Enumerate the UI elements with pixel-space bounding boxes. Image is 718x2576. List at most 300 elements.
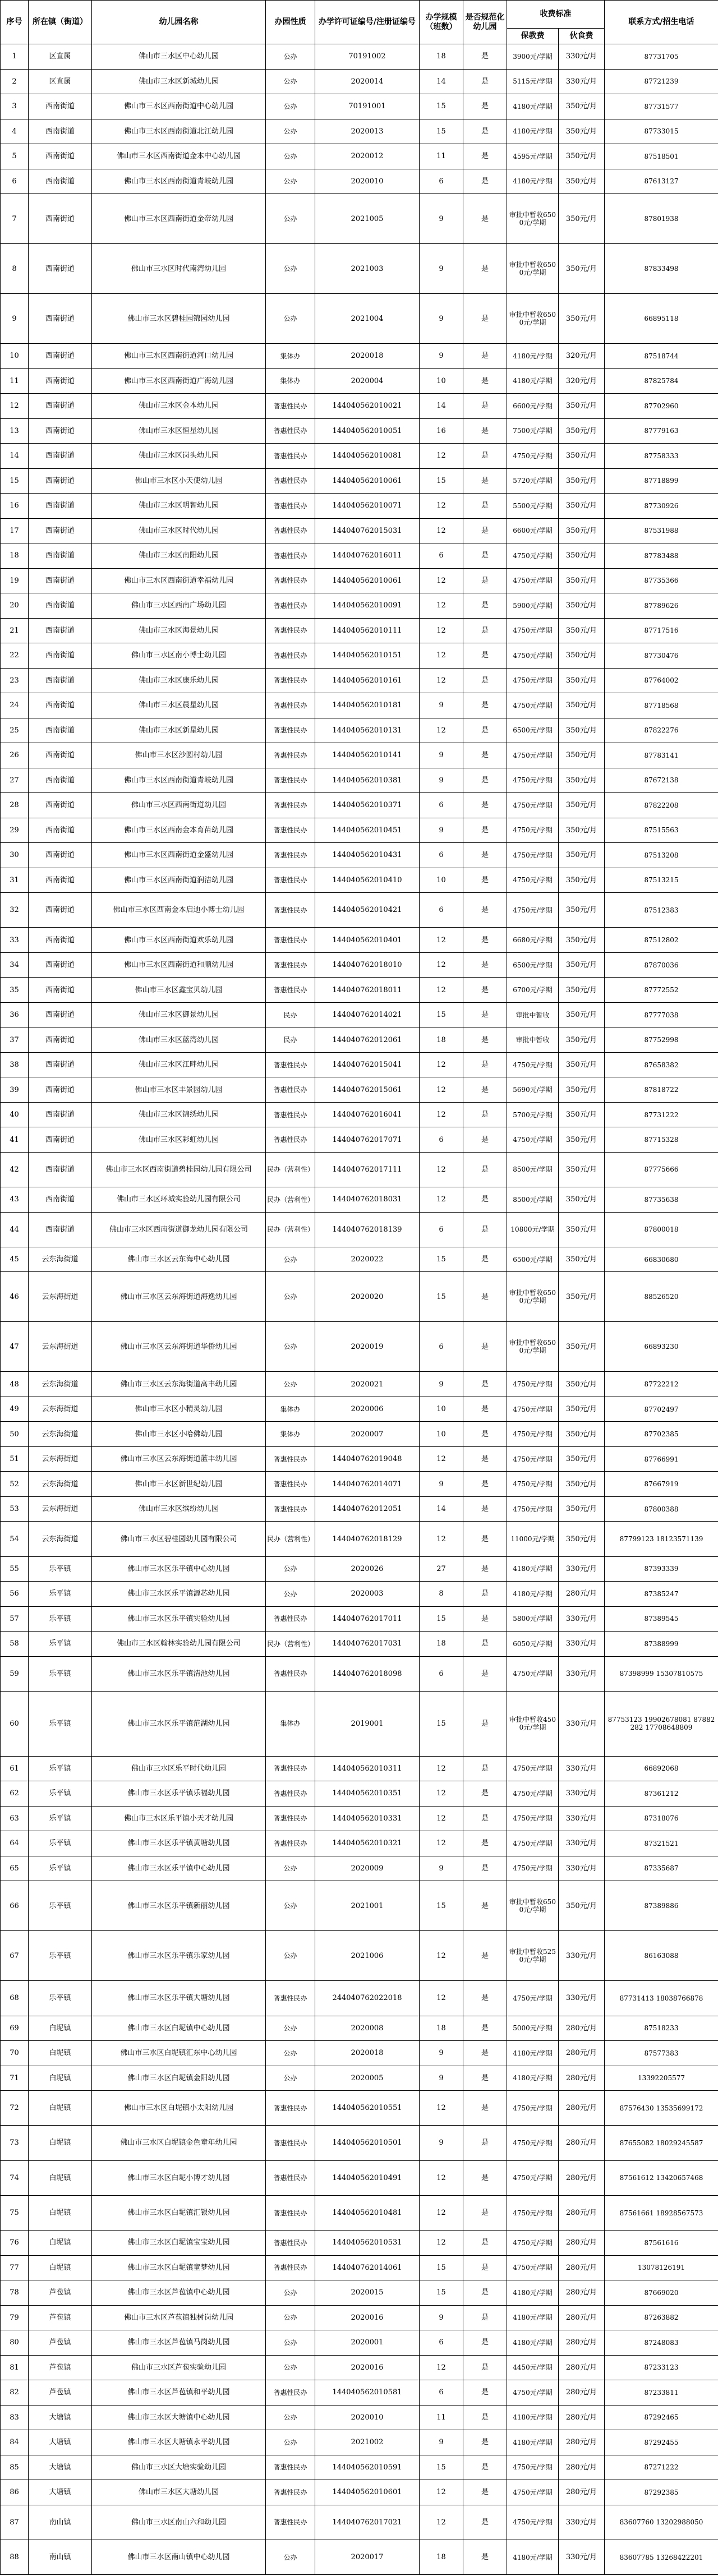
inclusive-cell: 是 bbox=[463, 1656, 507, 1691]
meal-cell: 350元/月 bbox=[559, 743, 605, 768]
meal-cell: 280元/月 bbox=[559, 2160, 605, 2195]
seq-cell: 64 bbox=[1, 1831, 29, 1856]
tuition-cell: 4750元/学期 bbox=[507, 643, 559, 669]
town-cell: 区直属 bbox=[29, 69, 92, 94]
scale-cell: 12 bbox=[420, 718, 463, 743]
table-row bbox=[1, 94, 718, 119]
meal-cell: 350元/月 bbox=[559, 119, 605, 144]
town-cell: 白坭镇 bbox=[29, 2066, 92, 2091]
tuition-cell: 4750元/学期 bbox=[507, 743, 559, 768]
meal-cell: 330元/月 bbox=[559, 44, 605, 70]
license-cell: 2020005 bbox=[315, 2066, 420, 2091]
phone-cell: 87318076 bbox=[605, 1806, 718, 1831]
meal-cell: 280元/月 bbox=[559, 2405, 605, 2430]
town-cell: 南山镇 bbox=[29, 2505, 92, 2540]
nature-cell: 普惠性民办 bbox=[266, 2160, 315, 2195]
nature-cell: 普惠性民办 bbox=[266, 593, 315, 619]
phone-cell: 87292455 bbox=[605, 2430, 718, 2455]
table-row bbox=[1, 1556, 718, 1582]
meal-cell: 330元/月 bbox=[559, 2505, 605, 2540]
nature-cell: 普惠性民办 bbox=[266, 1472, 315, 1497]
nature-cell: 普惠性民办 bbox=[266, 893, 315, 928]
seq-cell: 5 bbox=[1, 144, 29, 169]
town-cell: 西南街道 bbox=[29, 643, 92, 669]
inclusive-cell: 是 bbox=[463, 718, 507, 743]
town-cell: 西南街道 bbox=[29, 718, 92, 743]
tuition-cell: 审批中暂收 bbox=[507, 1027, 559, 1053]
nature-cell: 民办 bbox=[266, 1002, 315, 1027]
seq-cell: 6 bbox=[1, 169, 29, 194]
scale-cell: 14 bbox=[420, 1496, 463, 1522]
inclusive-cell: 是 bbox=[463, 2255, 507, 2280]
license-cell: 144040562010181 bbox=[315, 693, 420, 718]
inclusive-cell: 是 bbox=[463, 468, 507, 494]
seq-cell: 1 bbox=[1, 44, 29, 70]
meal-cell: 350元/月 bbox=[559, 1247, 605, 1272]
license-cell: 2020018 bbox=[315, 344, 420, 369]
name-cell: 佛山市三水区西南街道和顺幼儿园 bbox=[92, 952, 266, 978]
nature-cell: 公办 bbox=[266, 2280, 315, 2306]
seq-cell: 54 bbox=[1, 1522, 29, 1556]
seq-cell: 12 bbox=[1, 394, 29, 419]
scale-cell: 9 bbox=[420, 768, 463, 793]
meal-cell: 330元/月 bbox=[559, 1691, 605, 1756]
scale-cell: 12 bbox=[420, 2231, 463, 2256]
scale-cell: 9 bbox=[420, 2126, 463, 2160]
town-cell: 西南街道 bbox=[29, 843, 92, 868]
tuition-cell: 审批中暂收6500元/学期 bbox=[507, 294, 559, 344]
name-cell: 佛山市三水区西南街道金帝幼儿园 bbox=[92, 194, 266, 244]
table-row bbox=[1, 394, 718, 419]
license-cell: 144040562010421 bbox=[315, 893, 420, 928]
tuition-cell: 4180元/学期 bbox=[507, 368, 559, 394]
meal-cell: 280元/月 bbox=[559, 2480, 605, 2505]
table-row bbox=[1, 1052, 718, 1077]
inclusive-cell: 是 bbox=[463, 1322, 507, 1372]
license-cell: 144040762018031 bbox=[315, 1187, 420, 1213]
table-row bbox=[1, 194, 718, 244]
nature-cell: 公办 bbox=[266, 244, 315, 294]
inclusive-cell: 是 bbox=[463, 244, 507, 294]
license-cell: 144040762017111 bbox=[315, 1152, 420, 1187]
tuition-cell: 10800元/学期 bbox=[507, 1212, 559, 1247]
meal-cell: 280元/月 bbox=[559, 2091, 605, 2126]
phone-cell: 87389545 bbox=[605, 1606, 718, 1632]
meal-cell: 350元/月 bbox=[559, 169, 605, 194]
phone-cell: 87718568 bbox=[605, 693, 718, 718]
meal-cell: 330元/月 bbox=[559, 1556, 605, 1582]
inclusive-cell: 是 bbox=[463, 2091, 507, 2126]
table-row bbox=[1, 2160, 718, 2195]
phone-cell: 87576430 13535699172 bbox=[605, 2091, 718, 2126]
tuition-cell: 4595元/学期 bbox=[507, 144, 559, 169]
nature-cell: 公办 bbox=[266, 2430, 315, 2455]
town-cell: 西南街道 bbox=[29, 344, 92, 369]
town-cell: 云东海街道 bbox=[29, 1522, 92, 1556]
table-row bbox=[1, 1397, 718, 1422]
table-row bbox=[1, 952, 718, 978]
meal-cell: 350元/月 bbox=[559, 494, 605, 519]
license-cell: 70191001 bbox=[315, 94, 420, 119]
name-cell: 佛山市三水区南小博士幼儿园 bbox=[92, 643, 266, 669]
tuition-cell: 4750元/学期 bbox=[507, 2380, 559, 2406]
town-cell: 西南街道 bbox=[29, 518, 92, 543]
inclusive-cell: 是 bbox=[463, 618, 507, 643]
license-cell: 2020014 bbox=[315, 69, 420, 94]
nature-cell: 民办（营利性） bbox=[266, 1522, 315, 1556]
tuition-cell: 审批中暂收6500元/学期 bbox=[507, 1881, 559, 1931]
phone-cell: 87702960 bbox=[605, 394, 718, 419]
nature-cell: 民办（营利性） bbox=[266, 1632, 315, 1657]
seq-cell: 7 bbox=[1, 194, 29, 244]
name-cell: 佛山市三水区碧桂园锦园幼儿园 bbox=[92, 294, 266, 344]
town-cell: 西南街道 bbox=[29, 1077, 92, 1103]
tuition-cell: 6600元/学期 bbox=[507, 394, 559, 419]
phone-cell: 66892068 bbox=[605, 1756, 718, 1781]
nature-cell: 公办 bbox=[266, 1931, 315, 1981]
town-cell: 乐平镇 bbox=[29, 1691, 92, 1756]
license-cell: 2020015 bbox=[315, 2280, 420, 2306]
phone-cell: 87518744 bbox=[605, 344, 718, 369]
license-cell: 144040762017031 bbox=[315, 1632, 420, 1657]
inclusive-cell: 是 bbox=[463, 1881, 507, 1931]
seq-cell: 68 bbox=[1, 1981, 29, 2016]
town-cell: 西南街道 bbox=[29, 743, 92, 768]
scale-cell: 6 bbox=[420, 1656, 463, 1691]
tuition-cell: 4180元/学期 bbox=[507, 2066, 559, 2091]
table-row bbox=[1, 2455, 718, 2480]
inclusive-cell: 是 bbox=[463, 2041, 507, 2066]
town-cell: 西南街道 bbox=[29, 1212, 92, 1247]
header-phone: 联系方式/招生电话 bbox=[605, 1, 718, 44]
header-town: 所在镇（街道） bbox=[29, 1, 92, 44]
meal-cell: 350元/月 bbox=[559, 1272, 605, 1322]
license-cell: 144040562010081 bbox=[315, 444, 420, 469]
tuition-cell: 4750元/学期 bbox=[507, 444, 559, 469]
town-cell: 西南街道 bbox=[29, 543, 92, 569]
seq-cell: 4 bbox=[1, 119, 29, 144]
name-cell: 佛山市三水区彩虹幼儿园 bbox=[92, 1127, 266, 1153]
table-row bbox=[1, 2126, 718, 2160]
meal-cell: 280元/月 bbox=[559, 2380, 605, 2406]
nature-cell: 集体办 bbox=[266, 1691, 315, 1756]
seq-cell: 20 bbox=[1, 593, 29, 619]
name-cell: 佛山市三水区乐平时代幼儿园 bbox=[92, 1756, 266, 1781]
town-cell: 乐平镇 bbox=[29, 1656, 92, 1691]
scale-cell: 9 bbox=[420, 693, 463, 718]
tuition-cell: 4750元/学期 bbox=[507, 2231, 559, 2256]
seq-cell: 87 bbox=[1, 2505, 29, 2540]
license-cell: 144040562010451 bbox=[315, 818, 420, 843]
scale-cell: 15 bbox=[420, 1002, 463, 1027]
tuition-cell: 4750元/学期 bbox=[507, 1052, 559, 1077]
meal-cell: 280元/月 bbox=[559, 2195, 605, 2230]
name-cell: 佛山市三水区蓝湾幼儿园 bbox=[92, 1027, 266, 1053]
town-cell: 大塘镇 bbox=[29, 2480, 92, 2505]
table-row bbox=[1, 2505, 718, 2540]
table-row bbox=[1, 1422, 718, 1447]
name-cell: 佛山市三水区新城幼儿园 bbox=[92, 69, 266, 94]
name-cell: 佛山市三水区中心幼儿园 bbox=[92, 44, 266, 70]
meal-cell: 350元/月 bbox=[559, 952, 605, 978]
name-cell: 佛山市三水区丰景园幼儿园 bbox=[92, 1077, 266, 1103]
license-cell: 144040762015061 bbox=[315, 1077, 420, 1103]
seq-cell: 52 bbox=[1, 1472, 29, 1497]
phone-cell: 87735366 bbox=[605, 568, 718, 593]
name-cell: 佛山市三水区小精灵幼儿园 bbox=[92, 1397, 266, 1422]
inclusive-cell: 是 bbox=[463, 119, 507, 144]
scale-cell: 9 bbox=[420, 818, 463, 843]
phone-cell: 87335687 bbox=[605, 1856, 718, 1881]
table-row bbox=[1, 868, 718, 893]
license-cell: 144040562010401 bbox=[315, 928, 420, 953]
seq-cell: 37 bbox=[1, 1027, 29, 1053]
town-cell: 西南街道 bbox=[29, 418, 92, 444]
nature-cell: 公办 bbox=[266, 44, 315, 70]
town-cell: 西南街道 bbox=[29, 194, 92, 244]
town-cell: 西南街道 bbox=[29, 693, 92, 718]
tuition-cell: 4750元/学期 bbox=[507, 2195, 559, 2230]
meal-cell: 350元/月 bbox=[559, 893, 605, 928]
seq-cell: 73 bbox=[1, 2126, 29, 2160]
meal-cell: 330元/月 bbox=[559, 1606, 605, 1632]
meal-cell: 350元/月 bbox=[559, 1322, 605, 1372]
nature-cell: 普惠性民办 bbox=[266, 418, 315, 444]
seq-cell: 9 bbox=[1, 294, 29, 344]
seq-cell: 51 bbox=[1, 1446, 29, 1472]
tuition-cell: 5500元/学期 bbox=[507, 494, 559, 519]
seq-cell: 56 bbox=[1, 1582, 29, 1607]
phone-cell: 87248083 bbox=[605, 2330, 718, 2356]
name-cell: 佛山市三水区晨星幼儿园 bbox=[92, 693, 266, 718]
tuition-cell: 4750元/学期 bbox=[507, 768, 559, 793]
meal-cell: 350元/月 bbox=[559, 1212, 605, 1247]
inclusive-cell: 是 bbox=[463, 1272, 507, 1322]
meal-cell: 280元/月 bbox=[559, 2330, 605, 2356]
meal-cell: 350元/月 bbox=[559, 818, 605, 843]
inclusive-cell: 是 bbox=[463, 194, 507, 244]
name-cell: 佛山市三水区鑫宝贝幼儿园 bbox=[92, 978, 266, 1003]
phone-cell: 87292385 bbox=[605, 2480, 718, 2505]
phone-cell: 87870036 bbox=[605, 952, 718, 978]
town-cell: 区直属 bbox=[29, 44, 92, 70]
tuition-cell: 审批中暂收6500元/学期 bbox=[507, 1272, 559, 1322]
license-cell: 144040762014071 bbox=[315, 1472, 420, 1497]
inclusive-cell: 是 bbox=[463, 568, 507, 593]
town-cell: 西南街道 bbox=[29, 494, 92, 519]
meal-cell: 350元/月 bbox=[559, 868, 605, 893]
seq-cell: 26 bbox=[1, 743, 29, 768]
tuition-cell: 11000元/学期 bbox=[507, 1522, 559, 1556]
nature-cell: 普惠性民办 bbox=[266, 793, 315, 818]
table-row bbox=[1, 2091, 718, 2126]
header-seq: 序号 bbox=[1, 1, 29, 44]
license-cell: 144040762014061 bbox=[315, 2255, 420, 2280]
license-cell: 2020016 bbox=[315, 2355, 420, 2380]
nature-cell: 普惠性民办 bbox=[266, 568, 315, 593]
scale-cell: 18 bbox=[420, 1632, 463, 1657]
phone-cell: 87715328 bbox=[605, 1127, 718, 1153]
inclusive-cell: 是 bbox=[463, 1856, 507, 1881]
scale-cell: 9 bbox=[420, 344, 463, 369]
seq-cell: 80 bbox=[1, 2330, 29, 2356]
nature-cell: 公办 bbox=[266, 2405, 315, 2430]
meal-cell: 350元/月 bbox=[559, 394, 605, 419]
scale-cell: 15 bbox=[420, 1606, 463, 1632]
inclusive-cell: 是 bbox=[463, 1127, 507, 1153]
name-cell: 佛山市三水区西南街道碧桂园幼儿园有限公司 bbox=[92, 1152, 266, 1187]
meal-cell: 330元/月 bbox=[559, 1656, 605, 1691]
table-row bbox=[1, 668, 718, 693]
table-row bbox=[1, 144, 718, 169]
name-cell: 佛山市三水区乐平镇范湖幼儿园 bbox=[92, 1691, 266, 1756]
name-cell: 佛山市三水区西南街道御龙幼儿园有限公司 bbox=[92, 1212, 266, 1247]
meal-cell: 280元/月 bbox=[559, 2255, 605, 2280]
scale-cell: 6 bbox=[420, 793, 463, 818]
tuition-cell: 6700元/学期 bbox=[507, 978, 559, 1003]
name-cell: 佛山市三水区西南金本启迪小博士幼儿园 bbox=[92, 893, 266, 928]
header-nature: 办园性质 bbox=[266, 1, 315, 44]
town-cell: 西南街道 bbox=[29, 444, 92, 469]
scale-cell: 12 bbox=[420, 1981, 463, 2016]
table-row bbox=[1, 418, 718, 444]
phone-cell: 87753123 19902678081 87882282 17708648809 bbox=[605, 1691, 718, 1756]
seq-cell: 57 bbox=[1, 1606, 29, 1632]
header-tuition: 保教费 bbox=[507, 29, 559, 44]
table-row bbox=[1, 2195, 718, 2230]
tuition-cell: 6500元/学期 bbox=[507, 952, 559, 978]
town-cell: 西南街道 bbox=[29, 978, 92, 1003]
seq-cell: 47 bbox=[1, 1322, 29, 1372]
meal-cell: 350元/月 bbox=[559, 1472, 605, 1497]
town-cell: 云东海街道 bbox=[29, 1496, 92, 1522]
nature-cell: 普惠性民办 bbox=[266, 843, 315, 868]
tuition-cell: 4750元/学期 bbox=[507, 2480, 559, 2505]
table-row bbox=[1, 2430, 718, 2455]
scale-cell: 12 bbox=[420, 1756, 463, 1781]
town-cell: 乐平镇 bbox=[29, 1981, 92, 2016]
table-row bbox=[1, 1981, 718, 2016]
table-row bbox=[1, 119, 718, 144]
scale-cell: 12 bbox=[420, 1831, 463, 1856]
seq-cell: 3 bbox=[1, 94, 29, 119]
license-cell: 144040562010131 bbox=[315, 718, 420, 743]
name-cell: 佛山市三水区缤纷幼儿园 bbox=[92, 1496, 266, 1522]
meal-cell: 350元/月 bbox=[559, 468, 605, 494]
inclusive-cell: 是 bbox=[463, 144, 507, 169]
seq-cell: 60 bbox=[1, 1691, 29, 1756]
inclusive-cell: 是 bbox=[463, 1027, 507, 1053]
scale-cell: 12 bbox=[420, 618, 463, 643]
town-cell: 白坭镇 bbox=[29, 2160, 92, 2195]
town-cell: 云东海街道 bbox=[29, 1397, 92, 1422]
phone-cell: 87731705 bbox=[605, 44, 718, 70]
seq-cell: 41 bbox=[1, 1127, 29, 1153]
name-cell: 佛山市三水区白坭小博才幼儿园 bbox=[92, 2160, 266, 2195]
town-cell: 大塘镇 bbox=[29, 2455, 92, 2480]
license-cell: 2020026 bbox=[315, 1556, 420, 1582]
name-cell: 佛山市三水区锦绣幼儿园 bbox=[92, 1102, 266, 1127]
name-cell: 佛山市三水区新世纪幼儿园 bbox=[92, 1472, 266, 1497]
tuition-cell: 4180元/学期 bbox=[507, 1556, 559, 1582]
table-body bbox=[1, 44, 718, 2575]
name-cell: 佛山市三水区碧桂园幼儿园有限公司 bbox=[92, 1522, 266, 1556]
phone-cell: 87822276 bbox=[605, 718, 718, 743]
nature-cell: 公办 bbox=[266, 194, 315, 244]
inclusive-cell: 是 bbox=[463, 2126, 507, 2160]
seq-cell: 71 bbox=[1, 2066, 29, 2091]
meal-cell: 330元/月 bbox=[559, 69, 605, 94]
table-row bbox=[1, 818, 718, 843]
table-row bbox=[1, 1027, 718, 1053]
license-cell: 144040562010321 bbox=[315, 1831, 420, 1856]
inclusive-cell: 是 bbox=[463, 344, 507, 369]
inclusive-cell: 是 bbox=[463, 1212, 507, 1247]
tuition-cell: 5900元/学期 bbox=[507, 593, 559, 619]
name-cell: 佛山市三水区新星幼儿园 bbox=[92, 718, 266, 743]
inclusive-cell: 是 bbox=[463, 818, 507, 843]
table-row bbox=[1, 1446, 718, 1472]
inclusive-cell: 是 bbox=[463, 978, 507, 1003]
license-cell: 244040762022018 bbox=[315, 1981, 420, 2016]
tuition-cell: 4750元/学期 bbox=[507, 2126, 559, 2160]
nature-cell: 普惠性民办 bbox=[266, 668, 315, 693]
inclusive-cell: 是 bbox=[463, 2330, 507, 2356]
town-cell: 云东海街道 bbox=[29, 1472, 92, 1497]
tuition-cell: 4750元/学期 bbox=[507, 1446, 559, 1472]
seq-cell: 2 bbox=[1, 69, 29, 94]
tuition-cell: 8500元/学期 bbox=[507, 1187, 559, 1213]
scale-cell: 12 bbox=[420, 2195, 463, 2230]
table-row bbox=[1, 693, 718, 718]
phone-cell: 13392205577 bbox=[605, 2066, 718, 2091]
name-cell: 佛山市三水区白坭镇汇银幼儿园 bbox=[92, 2195, 266, 2230]
meal-cell: 330元/月 bbox=[559, 1806, 605, 1831]
tuition-cell: 4750元/学期 bbox=[507, 568, 559, 593]
phone-cell: 87518501 bbox=[605, 144, 718, 169]
scale-cell: 6 bbox=[420, 1322, 463, 1372]
town-cell: 西南街道 bbox=[29, 1152, 92, 1187]
meal-cell: 350元/月 bbox=[559, 518, 605, 543]
town-cell: 白坭镇 bbox=[29, 2126, 92, 2160]
name-cell: 佛山市三水区云东海街道高丰幼儿园 bbox=[92, 1372, 266, 1397]
nature-cell: 普惠性民办 bbox=[266, 1127, 315, 1153]
license-cell: 144040562010410 bbox=[315, 868, 420, 893]
town-cell: 云东海街道 bbox=[29, 1372, 92, 1397]
meal-cell: 280元/月 bbox=[559, 2066, 605, 2091]
meal-cell: 350元/月 bbox=[559, 1881, 605, 1931]
tuition-cell: 7500元/学期 bbox=[507, 418, 559, 444]
seq-cell: 14 bbox=[1, 444, 29, 469]
table-row bbox=[1, 1247, 718, 1272]
nature-cell: 普惠性民办 bbox=[266, 518, 315, 543]
tuition-cell: 审批中暂收6500元/学期 bbox=[507, 244, 559, 294]
scale-cell: 12 bbox=[420, 568, 463, 593]
name-cell: 佛山市三水区西南街道青岐幼儿园 bbox=[92, 768, 266, 793]
license-cell: 2020022 bbox=[315, 1247, 420, 1272]
name-cell: 佛山市三水区西南街道幸福幼儿园 bbox=[92, 568, 266, 593]
phone-cell: 87512802 bbox=[605, 928, 718, 953]
meal-cell: 350元/月 bbox=[559, 1522, 605, 1556]
inclusive-cell: 是 bbox=[463, 368, 507, 394]
seq-cell: 82 bbox=[1, 2380, 29, 2406]
table-row bbox=[1, 44, 718, 70]
name-cell: 佛山市三水区白坭镇金色童年幼儿园 bbox=[92, 2126, 266, 2160]
nature-cell: 普惠性民办 bbox=[266, 2126, 315, 2160]
tuition-cell: 4750元/学期 bbox=[507, 893, 559, 928]
town-cell: 乐平镇 bbox=[29, 1606, 92, 1632]
name-cell: 佛山市三水区白坭镇汇东中心幼儿园 bbox=[92, 2041, 266, 2066]
